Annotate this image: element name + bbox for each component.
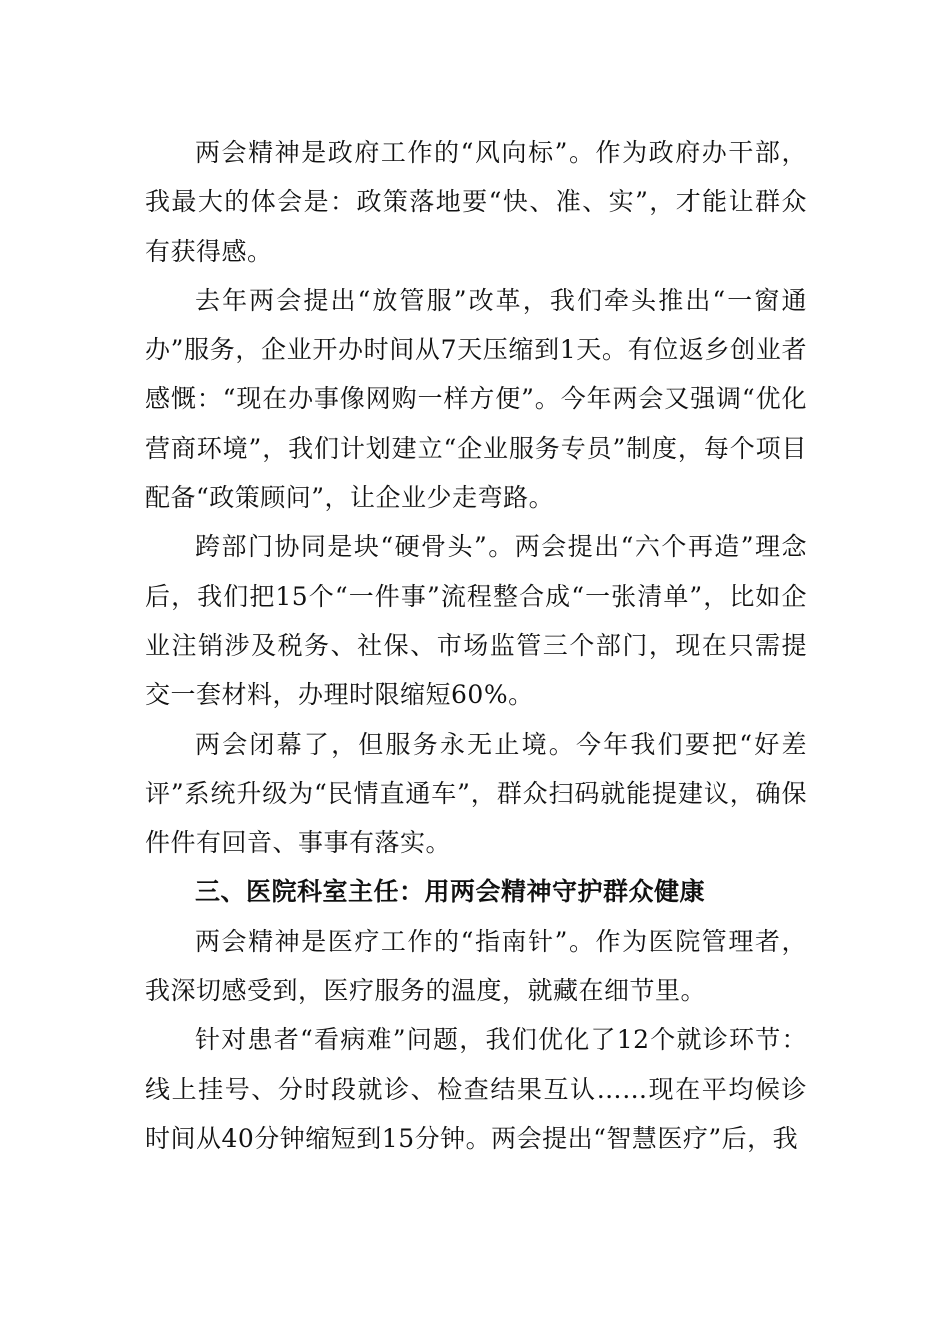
paragraph-cross-department: 跨部门协同是块“硬骨头”。两会提出“六个再造”理念后，我们把15个“一件事”流程整合成“一张清单”，比如企业注销涉及税务、社保、市场监管三个部门，现在只需提交一套材料，办理时限缩短60%。 (145, 532, 807, 710)
paragraph-medical-compass: 两会精神是医疗工作的“指南针”。作为医院管理者，我深切感受到，医疗服务的温度，就藏在细节里。 (145, 926, 807, 1006)
paragraph-government-vane: 两会精神是政府工作的“风向标”。作为政府办干部，我最大的体会是：政策落地要“快、准、实”，才能让群众有获得感。 (145, 138, 807, 266)
paragraph-service-endless: 两会闭幕了，但服务永无止境。今年我们要把“好差评”系统升级为“民情直通车”，群众扫码就能提建议，确保件件有回音、事事有落实。 (145, 729, 807, 858)
document-body (145, 128, 807, 1163)
paragraph-patient-visits: 针对患者“看病难”问题，我们优化了12个就诊环节：线上挂号、分时段就诊、检查结果互认……现在平均候诊时间从40分钟缩短到15分钟。两会提出“智慧医疗”后，我 (145, 1025, 807, 1153)
paragraph-one-window-service: 去年两会提出“放管服”改革，我们牵头推出“一窗通办”服务，企业开办时间从7天压缩到1天。有位返乡创业者感慨：“现在办事像网购一样方便”。今年两会又强调“优化营商环境”，我们计划建立“企业服务专员”制度，每个项目配备“政策顾问”，让企业少走弯路。 (145, 285, 807, 513)
section-heading-hospital: 三、医院科室主任：用两会精神守护群众健康 (195, 877, 706, 907)
